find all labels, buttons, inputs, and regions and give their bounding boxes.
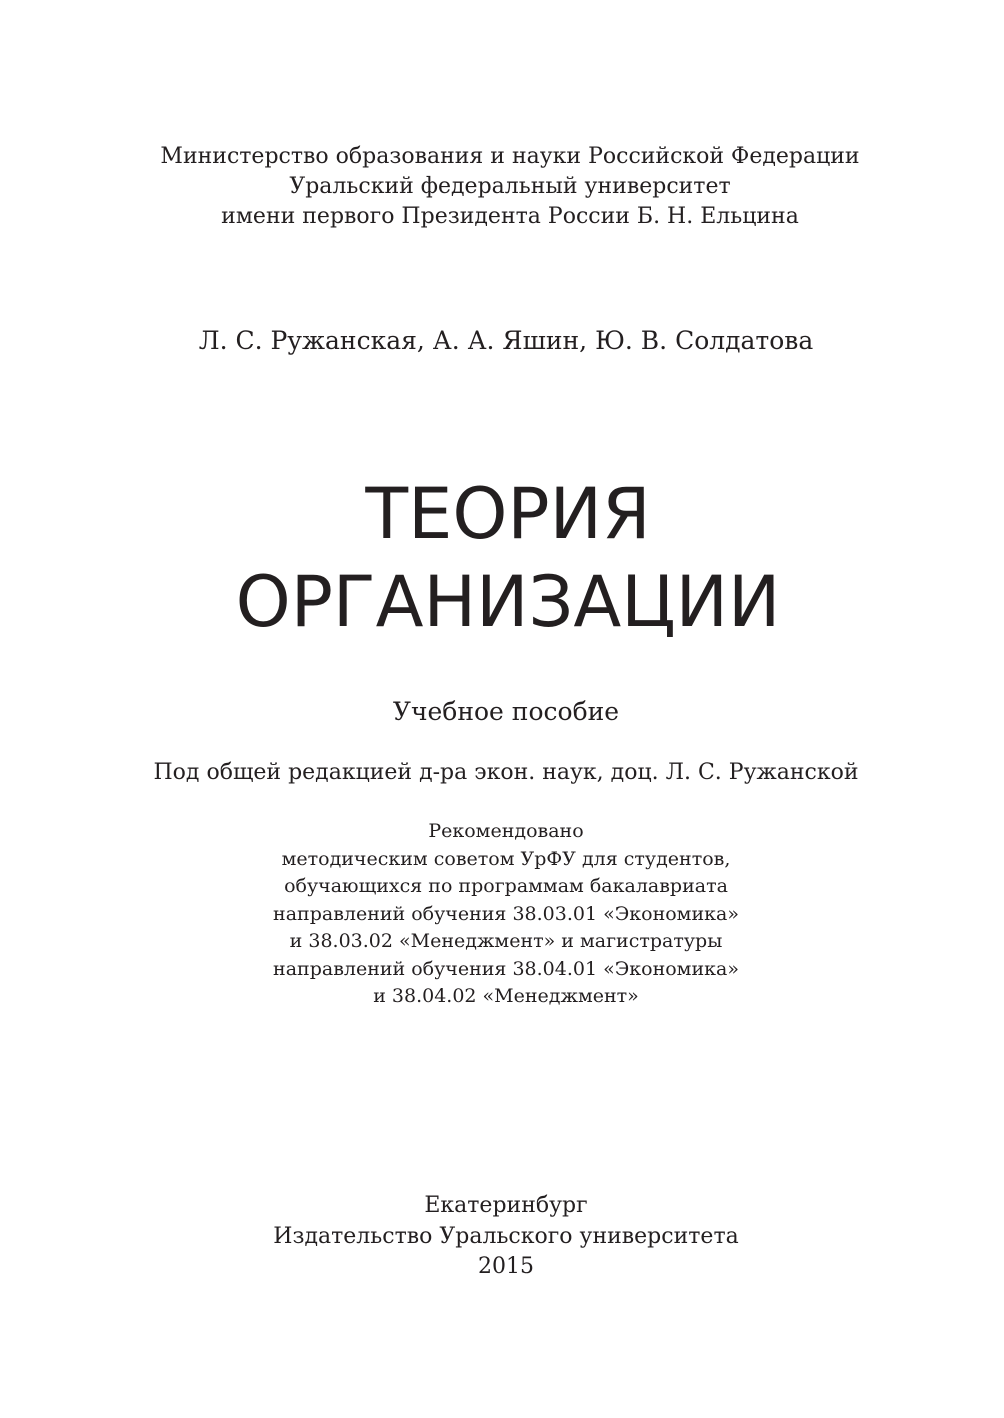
- imprint: [4, 1191, 1004, 1283]
- recommendation-line: обучающихся по программам бакалавриата: [284, 875, 728, 897]
- book-subtitle: [4, 696, 1004, 728]
- authors-line: Л. С. Ружанская, А. А. Яшин, Ю. В. Солдатова: [198, 326, 814, 355]
- university-name-line: имени первого Президента России Б. Н. Ельцина: [221, 204, 799, 229]
- editor-note: [4, 758, 1004, 788]
- editor-line: Под общей редакцией д-ра экон. наук, доц. Л. С. Ружанской: [153, 760, 859, 785]
- title-line-2: ОРГАНИЗАЦИИ: [235, 561, 781, 643]
- recommendation-line: методическим советом УрФУ для студентов,: [281, 847, 731, 870]
- imprint-publisher: Издательство Уральского университета: [273, 1223, 739, 1249]
- ministry-line: Министерство образования и науки Российской Федерации: [160, 144, 860, 169]
- recommendation-line: направлений обучения 38.04.01 «Экономика»: [273, 957, 739, 980]
- recommendation-note: [4, 818, 1004, 1011]
- subtitle-line: Учебное пособие: [392, 697, 620, 726]
- recommendation-line: и 38.03.02 «Менеджмент» и магистратуры: [289, 930, 723, 952]
- recommendation-line: направлений обучения 38.03.01 «Экономика»: [273, 902, 739, 925]
- book-title: [6, 470, 1004, 646]
- imprint-year: 2015: [478, 1254, 534, 1279]
- recommendation-line: Рекомендовано: [428, 820, 584, 842]
- recommendation-line: и 38.04.02 «Менеджмент»: [373, 985, 639, 1007]
- authors: [4, 325, 1004, 357]
- imprint-city: Екатеринбург: [424, 1193, 588, 1218]
- title-line-1: ТЕОРИЯ: [365, 473, 651, 555]
- institution-header: [8, 142, 1004, 232]
- university-line: Уральский федеральный университет: [289, 174, 731, 199]
